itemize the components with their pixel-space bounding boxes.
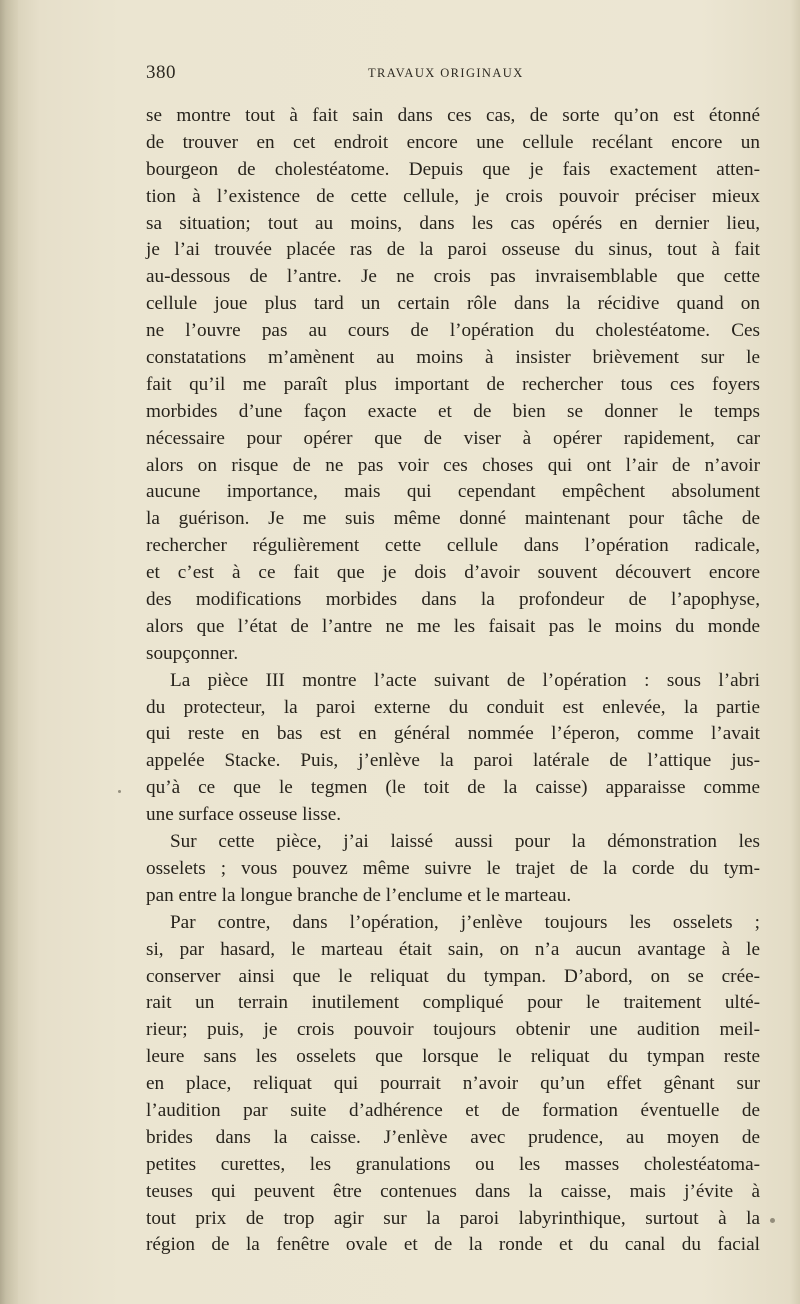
- text-line: une surface osseuse lisse.: [146, 804, 342, 826]
- text-line: si, par hasard, le marteau était sain, on n’a aucun avantage à le: [146, 938, 760, 960]
- body-text: [146, 103, 760, 1259]
- text-line: teuses qui peuvent être contenues dans la caisse, mais j’évite à: [146, 1180, 760, 1202]
- text-line: nécessaire pour opérer que de viser à opérer rapidement, car: [146, 427, 760, 449]
- text-line: brides dans la caisse. J’enlève avec prudence, au moyen de: [146, 1126, 760, 1148]
- text-line: leure sans les osselets que lorsque le reliquat du tympan reste: [146, 1046, 760, 1068]
- page-binding-shadow: [0, 0, 18, 1304]
- text-line: tout prix de trop agir sur la paroi labyrinthique, surtout à la: [146, 1207, 760, 1229]
- text-line: pan entre la longue branche de l’enclume et le marteau.: [146, 884, 572, 906]
- text-line: qui reste en bas est en général nommée l’éperon, comme l’avait: [146, 723, 760, 745]
- text-line: région de la fenêtre ovale et de la ronde et du canal du facial: [146, 1234, 760, 1256]
- text-line: et c’est à ce fait que je dois d’avoir souvent découvert encore: [146, 562, 760, 584]
- text-line: La pièce III montre l’acte suivant de l’opération : sous l’abri: [170, 669, 760, 691]
- text-line: aucune importance, mais qui cependant empêchent absolument: [146, 481, 760, 503]
- text-line: tion à l’existence de cette cellule, je crois pouvoir préciser mieux: [146, 185, 760, 207]
- text-line: ne l’ouvre pas au cours de l’opération du cholestéatome. Ces: [146, 320, 760, 342]
- text-line: rechercher régulièrement cette cellule dans l’opération radicale,: [146, 535, 760, 557]
- paper-speck: [770, 1218, 775, 1223]
- text-line: rait un terrain inutilement compliqué pour le traitement ulté-: [146, 992, 760, 1014]
- text-line: rieur; puis, je crois pouvoir toujours obtenir une audition meil-: [146, 1019, 760, 1041]
- text-line: cellule joue plus tard un certain rôle dans la récidive quand on: [146, 293, 760, 315]
- text-line: osselets ; vous pouvez même suivre le trajet de la corde du tym-: [146, 857, 760, 879]
- text-line: qu’à ce que le tegmen (le toit de la caisse) apparaisse comme: [146, 777, 760, 799]
- page-number: 380: [146, 62, 176, 83]
- text-line: fait qu’il me paraît plus important de rechercher tous ces foyers: [146, 373, 760, 395]
- text-line: de trouver en cet endroit encore une cellule recélant encore un: [146, 131, 760, 153]
- text-line: conserver ainsi que le reliquat du tympan. D’abord, on se crée-: [146, 965, 760, 987]
- text-line: je l’ai trouvée placée ras de la paroi osseuse du sinus, tout à fait: [146, 239, 760, 261]
- text-line: Sur cette pièce, j’ai laissé aussi pour la démonstration les: [170, 831, 760, 853]
- text-line: au-dessous de l’antre. Je ne crois pas invraisemblable que cette: [146, 266, 760, 288]
- text-line: des modifications morbides dans la profondeur de l’apophyse,: [146, 589, 760, 611]
- text-line: alors que l’état de l’antre ne me les faisait pas le moins du monde: [146, 615, 760, 637]
- text-line: se montre tout à fait sain dans ces cas, de sorte qu’on est étonné: [146, 105, 760, 126]
- text-line: appelée Stacke. Puis, j’enlève la paroi latérale de l’attique jus-: [146, 750, 760, 772]
- page-header: [146, 62, 758, 86]
- text-line: Par contre, dans l’opération, j’enlève toujours les osselets ;: [170, 911, 760, 933]
- text-line: morbides d’une façon exacte et de bien se donner le temps: [146, 400, 760, 422]
- text-line: sa situation; tout au moins, dans les cas opérés en dernier lieu,: [146, 212, 760, 234]
- text-line: l’audition par suite d’adhérence et de formation éventuelle de: [146, 1099, 760, 1121]
- paper-speck: [118, 790, 121, 793]
- text-line: constatations m’amènent au moins à insister brièvement sur le: [146, 347, 760, 369]
- running-head: TRAVAUX ORIGINAUX: [368, 66, 524, 80]
- text-line: alors on risque de ne pas voir ces choses qui ont l’air de n’avoir: [146, 454, 760, 476]
- text-line: la guérison. Je me suis même donné maintenant pour tâche de: [146, 508, 760, 530]
- text-line: du protecteur, la paroi externe du conduit est enlevée, la partie: [146, 696, 760, 718]
- text-line: en place, reliquat qui pourrait n’avoir qu’un effet gênant sur: [146, 1073, 760, 1095]
- text-line: bourgeon de cholestéatome. Depuis que je fais exactement atten-: [146, 158, 760, 180]
- text-line: petites curettes, les granulations ou les masses cholestéatoma-: [146, 1153, 760, 1175]
- text-line: soupçonner.: [146, 642, 239, 664]
